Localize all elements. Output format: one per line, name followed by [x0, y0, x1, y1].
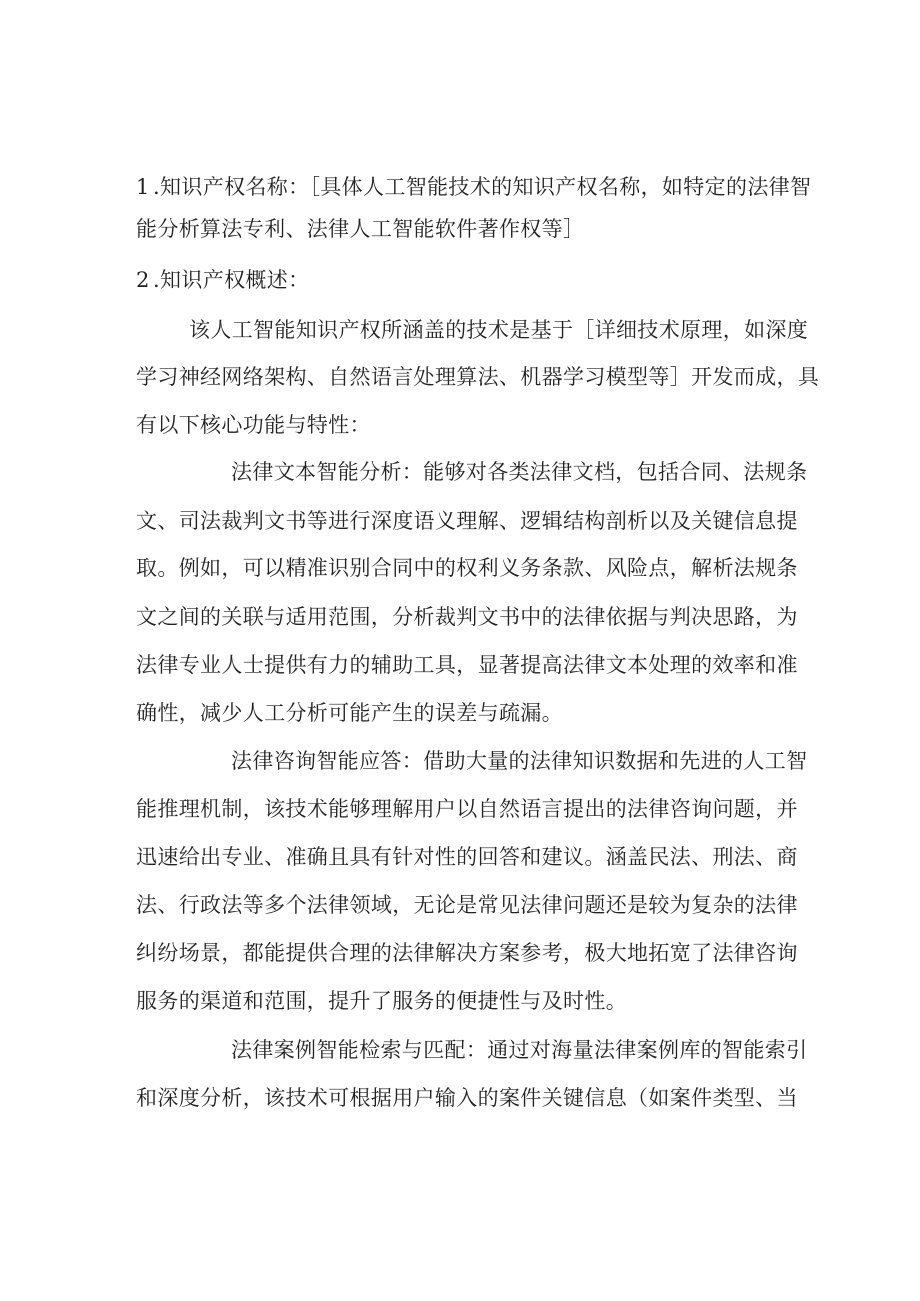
feature-1-line-3: 取。例如，可以精准识别合同中的权利义务条款、风险点，解析法规条	[136, 556, 798, 580]
feature-1-line-2: 文、司法裁判文书等进行深度语义理解、逻辑结构剖析以及关键信息提	[136, 509, 798, 533]
feature-1-line-5: 法律专业人士提供有力的辅助工具，显著提高法律文本处理的效率和准	[136, 653, 798, 677]
heading-1-number: 1	[136, 175, 150, 199]
feature-1-line-6: 确性，减少人工分析可能产生的误差与疏漏。	[136, 701, 563, 725]
feature-2-line-1: 法律咨询智能应答：借助大量的法律知识数据和先进的人工智	[231, 749, 808, 773]
feature-2-line-3: 迅速给出专业、准确且具有针对性的回答和建议。涵盖民法、刑法、商	[136, 845, 798, 869]
feature-1-line-1: 法律文本智能分析：能够对各类法律文档，包括合同、法规条	[231, 460, 808, 484]
heading-1-line-1: .知识产权名称：［具体人工智能技术的知识产权名称，如特定的法律智	[153, 175, 812, 199]
intro-line-3: 有以下核心功能与特性：	[136, 413, 371, 437]
feature-2-line-2: 能推理机制，该技术能够理解用户以自然语言提出的法律咨询问题，并	[136, 797, 798, 821]
heading-2-number: 2	[136, 268, 150, 292]
feature-2-line-4: 法、行政法等多个法律领域，无论是常见法律问题还是较为复杂的法律	[136, 893, 798, 917]
feature-3-line-1: 法律案例智能检索与匹配：通过对海量法律案例库的智能索引	[231, 1038, 808, 1062]
heading-2-line-1: .知识产权概述：	[153, 268, 310, 292]
heading-1-line-2: 能分析算法专利、法律人工智能软件著作权等］	[136, 217, 585, 241]
intro-line-1: 该人工智能知识产权所涵盖的技术是基于［详细技术原理，如深度	[189, 318, 809, 342]
intro-line-2: 学习神经网络架构、自然语言处理算法、机器学习模型等］开发而成，具	[136, 365, 820, 389]
feature-3-line-2: 和深度分析，该技术可根据用户输入的案件关键信息（如案件类型、当	[136, 1086, 798, 1110]
feature-2-line-5: 纠纷场景，都能提供合理的法律解决方案参考，极大地拓宽了法律咨询	[136, 941, 798, 965]
feature-1-line-4: 文之间的关联与适用范围，分析裁判文书中的法律依据与判决思路，为	[136, 605, 798, 629]
feature-2-line-6: 服务的渠道和范围，提升了服务的便捷性与及时性。	[136, 989, 628, 1013]
